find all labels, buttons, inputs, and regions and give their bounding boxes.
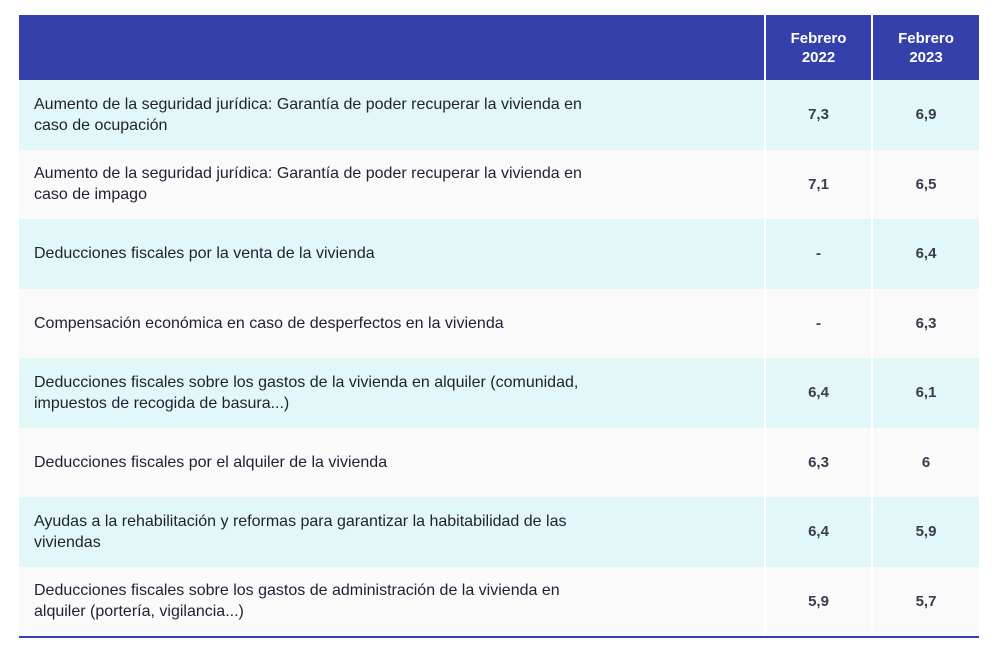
table-row — [19, 150, 979, 220]
row-label: Compensación económica en caso de desperfectos en la vivienda — [19, 289, 765, 359]
value-2023: 6,4 — [872, 219, 979, 289]
value-2022: 5,9 — [765, 567, 872, 638]
table-row — [19, 497, 979, 567]
value-2023: 6,1 — [872, 358, 979, 428]
header-row — [19, 15, 979, 80]
header-2023-year: 2023 — [909, 48, 943, 66]
table-body — [19, 80, 979, 637]
row-label: Aumento de la seguridad jurídica: Garantía de poder recuperar la vivienda en caso de ocupación — [19, 80, 765, 150]
table-row — [19, 358, 979, 428]
row-label: Ayudas a la rehabilitación y reformas para garantizar la habitabilidad de las viviendas — [19, 497, 765, 567]
row-label: Deducciones fiscales por el alquiler de la vivienda — [19, 428, 765, 498]
header-february-2022 — [765, 15, 872, 80]
row-label: Deducciones fiscales por la venta de la vivienda — [19, 219, 765, 289]
table-header — [19, 15, 979, 80]
header-2022-month: Febrero — [790, 29, 847, 47]
value-2022: 6,3 — [765, 428, 872, 498]
table-row — [19, 428, 979, 498]
header-label-cell — [19, 15, 765, 80]
value-2022: 7,3 — [765, 80, 872, 150]
row-label: Aumento de la seguridad jurídica: Garantía de poder recuperar la vivienda en caso de impago — [19, 150, 765, 220]
table-row — [19, 80, 979, 150]
value-2023: 6,5 — [872, 150, 979, 220]
value-2023: 5,9 — [872, 497, 979, 567]
value-2022: 6,4 — [765, 358, 872, 428]
data-table — [19, 15, 979, 638]
value-2023: 5,7 — [872, 567, 979, 638]
value-2023: 6 — [872, 428, 979, 498]
header-february-2023 — [872, 15, 979, 80]
table-row — [19, 219, 979, 289]
value-2023: 6,3 — [872, 289, 979, 359]
data-table-container — [19, 15, 979, 638]
row-label: Deducciones fiscales sobre los gastos de la vivienda en alquiler (comunidad, impuestos de recogida de basura...) — [19, 358, 765, 428]
value-2023: 6,9 — [872, 80, 979, 150]
value-2022: - — [765, 289, 872, 359]
table-row — [19, 567, 979, 638]
header-2022-year: 2022 — [801, 48, 836, 66]
header-2023-month: Febrero — [898, 29, 954, 47]
row-label: Deducciones fiscales sobre los gastos de administración de la vivienda en alquiler (portería, vigilancia...) — [19, 567, 765, 638]
table-row — [19, 289, 979, 359]
value-2022: 7,1 — [765, 150, 872, 220]
value-2022: 6,4 — [765, 497, 872, 567]
value-2022: - — [765, 219, 872, 289]
